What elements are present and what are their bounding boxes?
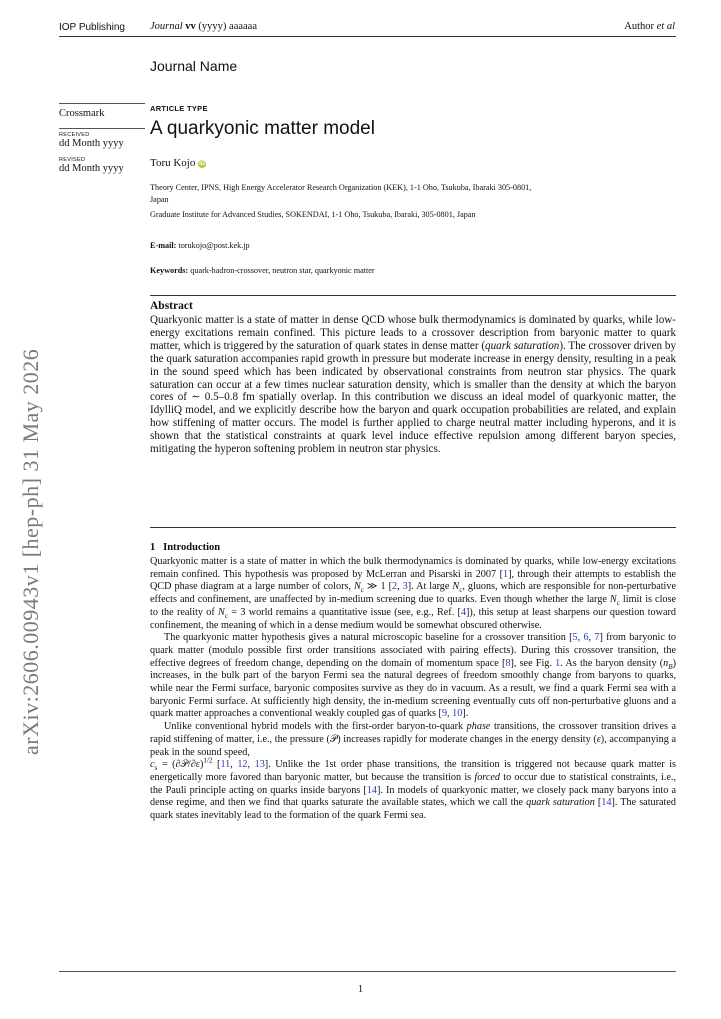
figure-link[interactable]: 1	[555, 657, 561, 669]
intro-body	[150, 556, 676, 823]
orcid-icon[interactable]: iD	[199, 161, 206, 167]
sidebar-rule-1	[59, 103, 145, 104]
affiliation-1: Theory Center, IPNS, High Energy Accelerator Research Organization (KEK), 1-1 Oho, Tsukuba, Ibaraki 305-0801, Japan	[150, 183, 532, 204]
citation-link[interactable]: 1	[502, 568, 509, 580]
email-line: E-mail: torukojo@post.kek.jp	[150, 241, 250, 250]
page-number: 1	[357, 984, 364, 995]
header-author-ref: Author et al	[624, 21, 675, 32]
citation-link[interactable]: 10	[452, 708, 463, 720]
sidebar-rule-2	[59, 128, 145, 129]
citation-link[interactable]: 14	[601, 797, 612, 809]
article-title: A quarkyonic matter model	[150, 118, 375, 139]
abstract-top-rule	[150, 295, 676, 296]
crossmark-link[interactable]: Crossmark	[59, 108, 105, 119]
email-link[interactable]: torukojo@post.kek.jp	[178, 241, 250, 250]
revised-label: REVISED	[59, 157, 86, 163]
citation-link[interactable]: 13	[254, 759, 265, 771]
received-date: dd Month yyyy	[59, 138, 124, 149]
citation-link[interactable]: 5	[572, 632, 578, 644]
keywords-line: Keywords: quark-hadron-crossover, neutron star, quarkyonic matter	[150, 266, 375, 275]
footer-rule	[59, 971, 676, 972]
intro-paragraph-3: Unlike conventional hybrid models with the first-order baryon-to-quark phase transitions, the crossover transition drives a rapid stiffening of matter, i.e., the pressure (𝒫) increases rapidly for moderate changes in the energy density (ε), accompanying a peak in the sound speed, $c_s$ = (∂𝒫/∂ε)$^{1/2}$ [11, 12, 13]. Unlike the 1st order phase transitions, the transition is triggered not because quark matter is energetically more favored than baryonic matter, but because the transition is forced to occur due to statistical constraints, i.e., the Pauli principle acting on quarks inside baryons [14]. In models of quarkyonic matter, we closely pack many baryons into a dense regime, and then we find that quarks saturate the available states, which we call the quark saturation [14]. The saturated quark states inevitably lead to the formation of the quark Fermi sea.	[150, 721, 677, 822]
citation-link[interactable]: 3	[402, 581, 408, 593]
abstract-body: Quarkyonic matter is a state of matter in dense QCD whose bulk thermodynamics is dominated by quarks, while low-energy excitations remain confined. This picture leads to a crossover description from baryonic matter to quark matter, which is triggered by the saturation of quark states in dense matter (quark saturation). The crossover driven by the quark saturation accompanies rapid growth in pressure but moderate increase in energy density, resulting in a peak in the sound speed which has been indicated by observational constraints from neutron star physics. The quark saturation can occur at a few times nuclear saturation density, which is smaller than the density at which the baryon cores of ∼ 0.5–0.8 fm spatially overlap. In this contribution we discuss an ideal model of quarkyonic matter, the IdylliQ model, and we explicitly describe how the baryon and quark occupation probabilities are related, and explain how stiffening of matter occurs. The model is further applied to charge neutral matter including hyperons, and it is shown that the statistical constraints at quark level induce effective repulsion among different baryon species, mitigating the hyperon softening problem in neutron star physics.	[150, 314, 676, 456]
intro-paragraph-1: Quarkyonic matter is a state of matter in which the bulk thermodynamics is dominated by quarks, while low-energy excitations remain confined. This hypothesis was proposed by McLerran and Pisarski in 2007 [1], through their attempts to establish the QCD phase diagram at a large number of colors, $N_c$ ≫ 1 [2, 3]. At large $N_c$, gluons, which are responsible for non-perturbative effects and confinement, are unaffected by in-medium screening due to quarks. Even though whether the large $N_c$ limit is close to the reality of $N_c = 3$ world remains a quantitative issue (see, e.g., Ref. [4]), this setup at least sharpens our question toward confinement, the meaning of which in a dense medium would be somewhat obscured otherwise.	[150, 556, 677, 631]
header-journal-ref: Journal vv (yyyy) aaaaaa	[150, 21, 258, 32]
affiliation-2: Graduate Institute for Advanced Studies, SOKENDAI, 1-1 Oho, Tsukuba, Ibaraki, 305-0801, Japan	[150, 210, 476, 219]
intro-paragraph-2: The quarkyonic matter hypothesis gives a natural microscopic baseline for a crossover transition [5, 6, 7] from baryonic to quark matter (modulo possible first order transitions associated with pairing effects). During this crossover transition, the effective degrees of freedom change, depending on the domain of momentum space [8], see Fig. 1. As the baryon density $(n_B)$ increases, in the bulk part of the baryon Fermi sea the natural degrees of freedom smoothly change from baryons to quarks, while near the Fermi surface, baryonic composites survive as they do in vacuum. As a result, we find a quark Fermi sea with a baryonic Fermi surface. At sufficiently high density, the in-medium screening eventually cuts off non-perturbative gluons and a quark matter approaches a conventional weakly coupled gas of quarks [9, 10].	[150, 632, 677, 720]
section-heading: 1 Introduction	[150, 542, 221, 553]
citation-link[interactable]: 8	[505, 657, 511, 669]
citation-link[interactable]: 9	[441, 708, 448, 720]
abstract-bottom-rule	[150, 527, 676, 528]
arxiv-stamp: arXiv:2606.00943v1 [hep-ph] 31 May 2026	[18, 348, 43, 755]
citation-link[interactable]: 2	[392, 581, 398, 593]
abstract-heading: Abstract	[150, 300, 193, 312]
article-type: ARTICLE TYPE	[150, 104, 208, 113]
citation-link[interactable]: 4	[460, 606, 467, 618]
citation-link[interactable]: 7	[594, 632, 600, 644]
header-rule	[59, 36, 676, 37]
received-label: RECEIVED	[59, 132, 90, 138]
author-line	[150, 157, 206, 169]
revised-date: dd Month yyyy	[59, 163, 124, 174]
citation-link[interactable]: 12	[237, 759, 248, 771]
header-publisher: IOP Publishing	[59, 22, 125, 33]
citation-link[interactable]: 11	[220, 759, 231, 771]
citation-link[interactable]: 6	[583, 632, 589, 644]
author-name: Toru Kojo	[150, 157, 196, 169]
citation-link[interactable]: 14	[366, 784, 377, 796]
journal-name: Journal Name	[150, 58, 238, 74]
